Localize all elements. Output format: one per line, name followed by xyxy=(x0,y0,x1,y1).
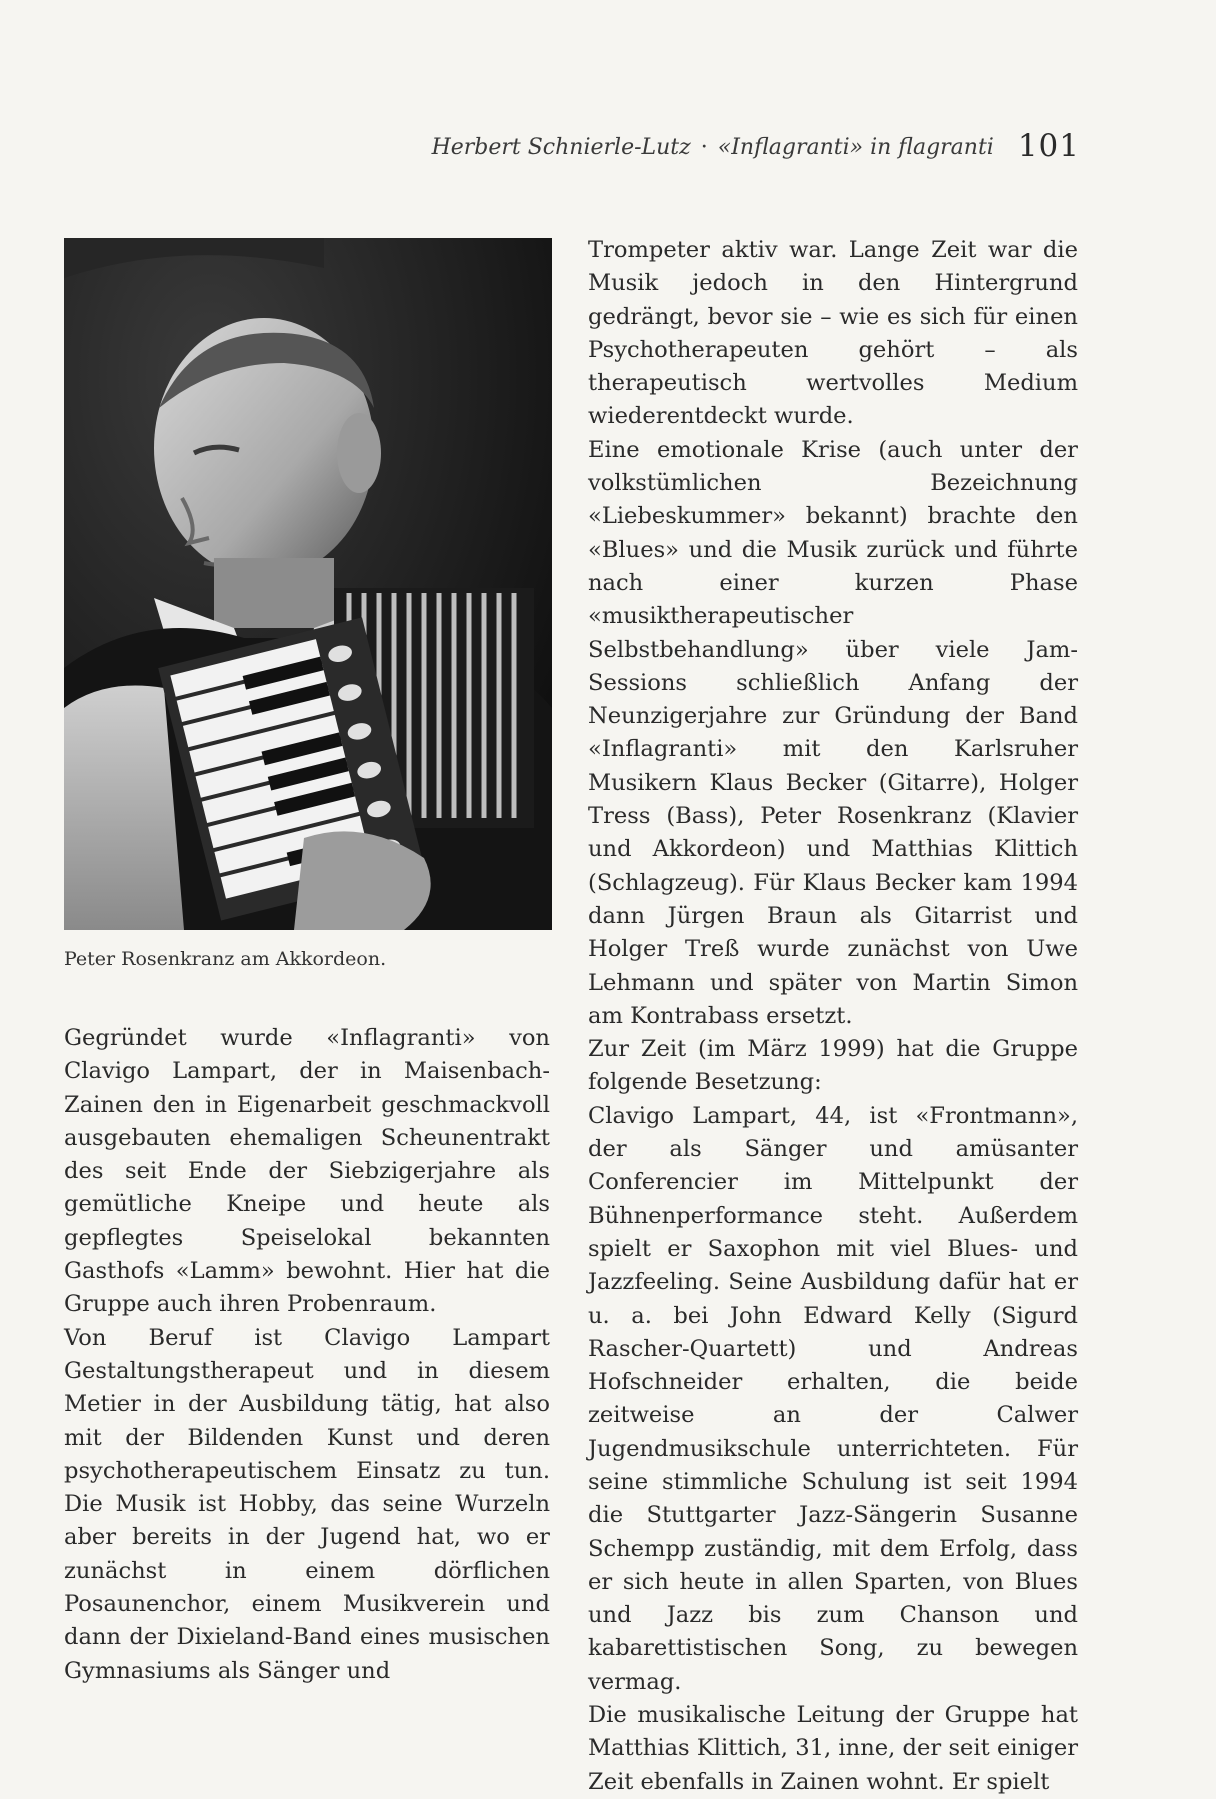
page-number: 101 xyxy=(1017,128,1080,164)
paragraph: Die musikalische Leitung der Gruppe hat Matthias Klittich, 31, inne, der seit einiger Zeit ebenfalls in Zainen wohnt. Er spielt xyxy=(588,1702,1078,1795)
figure-caption: Peter Rosenkranz am Akkordeon. xyxy=(64,948,387,970)
right-column xyxy=(588,234,1078,1799)
paragraph: Zur Zeit (im März 1999) hat die Gruppe folgende Besetzung: xyxy=(588,1036,1078,1096)
running-head-author: Herbert Schnierle-Lutz xyxy=(431,135,691,160)
paragraph: Trompeter aktiv war. Lange Zeit war die Musik jedoch in den Hintergrund gedrängt, bevor sie – wie es sich für einen Psychotherapeuten gehört – als therapeutisch wertvolles Medium wiederentdeckt wurde. xyxy=(588,237,1078,430)
running-head xyxy=(0,126,1080,162)
running-head-separator: · xyxy=(700,135,708,160)
paragraph: Eine emotionale Krise (auch unter der volkstümlichen Bezeichnung «Liebeskummer» bekannt) brachte den «Blues» und die Musik zurück und führte nach einer kurzen Phase «musiktherapeutischer Selbstbehandlung» über viele Jam-Sessions schließlich Anfang der Neunzigerjahre zur Gründung der Band «Inflagranti» mit den Karlsruher Musikern Klaus Becker (Gitarre), Holger Tress (Bass), Peter Rosenkranz (Klavier und Akkordeon) und Matthias Klittich (Schlagzeug). Für Klaus Becker kam 1994 dann Jürgen Braun als Gitarrist und Holger Treß wurde zunächst von Uwe Lehmann und später von Martin Simon am Kontrabass ersetzt. xyxy=(588,436,1078,1029)
paragraph: Gegründet wurde «Inflagranti» von Clavigo Lampart, der in Maisenbach-Zainen den in Eigenarbeit geschmackvoll ausgebauten ehemaligen Scheunentrakt des seit Ende der Siebzigerjahre als gemütliche Kneipe und heute als gepflegtes Speiselokal bekannten Gasthofs «Lamm» bewohnt. Hier hat die Gruppe auch ihren Probenraum. xyxy=(64,1025,550,1318)
left-column xyxy=(64,1022,550,1688)
accordion-player-photo xyxy=(64,238,552,930)
paragraph: Clavigo Lampart, 44, ist «Frontmann», der als Sänger und amüsanter Conferencier im Mittelpunkt der Bühnenperformance steht. Außerdem spielt er Saxophon mit viel Blues- und Jazzfeeling. Seine Ausbildung dafür hat er u. a. bei John Edward Kelly (Sigurd Rascher-Quartett) und Andreas Hofschneider erhalten, die beide zeitweise an der Calwer Jugendmusikschule unterrichteten. Für seine stimmliche Schulung ist seit 1994 die Stuttgarter Jazz-Sängerin Susanne Schempp zuständig, mit dem Erfolg, dass er sich heute in allen Sparten, von Blues und Jazz bis zum Chanson und kabarettistischen Song, zu bewegen vermag. xyxy=(588,1102,1078,1695)
photo-illustration xyxy=(64,238,552,930)
paragraph: Von Beruf ist Clavigo Lampart Gestaltungstherapeut und in diesem Metier in der Ausbildung tätig, hat also mit der Bildenden Kunst und deren psychotherapeutischem Einsatz zu tun. Die Musik ist Hobby, das seine Wurzeln aber bereits in der Jugend hat, wo er zunächst in einem dörflichen Posaunenchor, einem Musikverein und dann der Dixieland-Band eines musischen Gymnasiums als Sänger und xyxy=(64,1324,550,1684)
running-head-title: «Inflagranti» in flagranti xyxy=(717,135,994,160)
